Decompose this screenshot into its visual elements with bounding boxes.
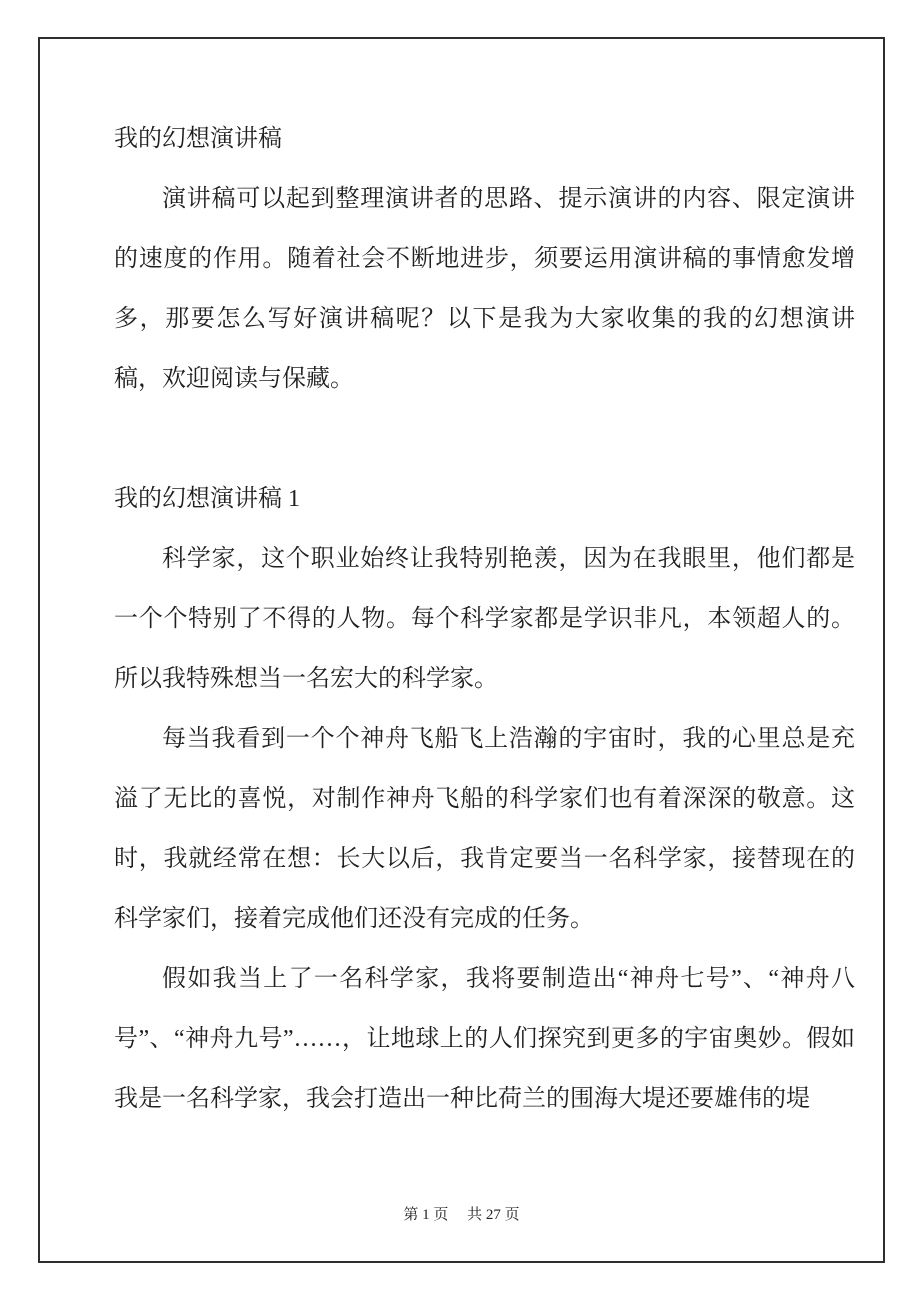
body-paragraph: 每当我看到一个个神舟飞船飞上浩瀚的宇宙时，我的心里总是充溢了无比的喜悦，对制作神舟飞船的科学家们也有着深深的敬意。这时，我就经常在想：长大以后，我肯定要当一名科学家，接替现在的科学家们，接着完成他们还没有完成的任务。 [114, 726, 855, 932]
document-content [40, 39, 883, 1129]
page-footer [40, 1205, 883, 1225]
document-page [38, 37, 885, 1263]
page-title: 我的幻想演讲稿 [114, 126, 282, 152]
intro-paragraph: 演讲稿可以起到整理演讲者的思路、提示演讲的内容、限定演讲的速度的作用。随着社会不断地进步，须要运用演讲稿的事情愈发增多，那要怎么写好演讲稿呢？以下是我为大家收集的我的幻想演讲稿，欢迎阅读与保藏。 [114, 186, 855, 392]
total-pages-label: 共 27 页 [467, 1207, 520, 1223]
section-heading: 我的幻想演讲稿 1 [114, 486, 300, 512]
body-paragraph: 科学家，这个职业始终让我特别艳羡，因为在我眼里，他们都是一个个特别了不得的人物。每个科学家都是学识非凡，本领超人的。所以我特殊想当一名宏大的科学家。 [114, 546, 855, 692]
body-paragraph: 假如我当上了一名科学家，我将要制造出“神舟七号”、“神舟八号”、“神舟九号”……，让地球上的人们探究到更多的宇宙奥妙。假如我是一名科学家，我会打造出一种比荷兰的围海大堤还要雄伟的堤 [114, 966, 855, 1112]
page-number-label: 第 1 页 [403, 1207, 449, 1223]
